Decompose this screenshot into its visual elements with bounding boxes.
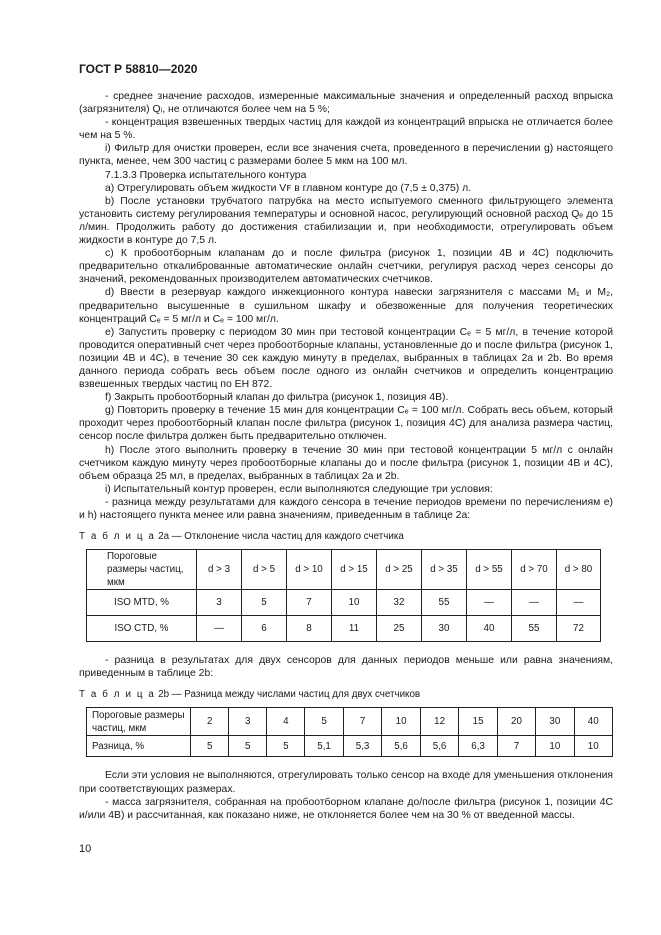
paragraph: b) После установки трубчатого патрубка на место испытуемого сменного фильтрующего элемента установить систему регулирования температуры и основной насос, регулирующий основной расход Qₑ до 15 л/мин. Продолжить работу до достижения стабилизации и, при необходимости, отрегулировать объем жидкости в контуре до 7,5 л. [79, 195, 613, 247]
table-2b-cell: 5,3 [343, 736, 382, 757]
table-2b-column-header: 2 [191, 708, 229, 736]
table-2a-header-label: Пороговые размеры частиц, мкм [87, 550, 197, 590]
table-2b-cell: 5 [229, 736, 267, 757]
table-2b-cell: 10 [574, 736, 612, 757]
table-row [87, 590, 601, 616]
table-2a-cell: 32 [377, 590, 422, 616]
table-2b-header-label: Пороговые размеры частиц, мкм [87, 708, 191, 736]
table-2b-cell: 5 [267, 736, 305, 757]
table-2b-column-header: 30 [536, 708, 574, 736]
table-2b-cell: 5,1 [305, 736, 344, 757]
paragraph: 7.1.3.3 Проверка испытательного контура [105, 169, 307, 181]
table-2b-header-row [87, 708, 613, 736]
table-2a-row-label: ISO CTD, % [87, 616, 197, 642]
paragraph: d) Ввести в резервуар каждого инжекционного контура навески загрязнителя с массами M₁ и M₂, предварительно высушенные в сушильном шкафу и обезвоженные для получения теоретических концентраций Cₑ = 5 мг/л и Cₑ = 100 мг/л. [79, 287, 613, 325]
paragraph: g) Повторить проверку в течение 15 мин для концентрации Cₑ = 100 мг/л. Собрать весь объем, который проходит через пробоотборный клапан после фильтра (рисунок 1, позиция 4C) для анализа размера частиц, сенсор после фильтра должен быть предварительно отключен. [79, 405, 613, 443]
table-2a-cell: 6 [242, 616, 287, 642]
paragraph: - масса загрязнителя, собранная на пробоотборном клапане до/после фильтра (рисунок 1, позиции 4C и/или 4B) и рассчитанная, как показано ниже, не отклоняется более чем на 30 % от введенной массы. [79, 796, 613, 821]
paragraphs-bottom [79, 769, 613, 821]
table-2b-caption [79, 688, 613, 701]
table-2b-cell: 5,6 [382, 736, 421, 757]
paragraph: i) Испытательный контур проверен, если выполняются следующие три условия: [105, 483, 493, 495]
table-2a-column-header: d > 55 [467, 550, 512, 590]
table-2a-cell: 3 [197, 590, 242, 616]
table-2b [86, 707, 613, 757]
table-2a-column-header: d > 10 [287, 550, 332, 590]
table-2a-caption [79, 530, 613, 543]
table-2a-cell: 55 [512, 616, 557, 642]
table-2a-column-header: d > 35 [422, 550, 467, 590]
table-2a-cell: 7 [287, 590, 332, 616]
paragraph: f) Закрыть пробоотборный клапан до фильтра (рисунок 1, позиция 4B). [105, 392, 449, 404]
table-2b-column-header: 4 [267, 708, 305, 736]
document-body [79, 90, 613, 822]
table-2b-cell: 10 [536, 736, 574, 757]
table-2b-caption-prefix: Т а б л и ц а [79, 689, 156, 701]
paragraph: e) Запустить проверку с периодом 30 мин при тестовой концентрации Cₑ = 5 мг/л, в течение которой проводится оперативный счет через пробоотборные клапаны, установленные до и после фильтра (рисунок 1, позиции 4B и 4C), в течение 30 сек каждую минуту в пределах, выбранных в таблицах 2a и 2b. Во время данного периода собрать весь объем после одного из онлайн счетчиков и определить концентрацию взвешенных твердых частиц по ЕН 872. [79, 326, 613, 391]
table-2a-column-header: d > 25 [377, 550, 422, 590]
paragraph: c) К пробоотборным клапанам до и после фильтра (рисунок 1, позиции 4B и 4C) подключить предварительно откалиброванные автоматические онлайн счетчики, регулируя расход через сенсоры до значений, рекомендованных производителем автоматических счетчиков. [79, 248, 613, 286]
table-2a-cell: — [557, 590, 601, 616]
paragraph: i) Фильтр для очистки проверен, если все значения счета, проведенного в перечислении g) настоящего пункта, менее, чем 300 частиц с размерами более 5 мкм на 100 мл. [79, 143, 613, 168]
table-2a-cell: — [467, 590, 512, 616]
table-2a-column-header: d > 5 [242, 550, 287, 590]
paragraphs-top [79, 90, 613, 522]
document-header: ГОСТ Р 58810—2020 [79, 62, 198, 76]
table-2b-column-header: 10 [382, 708, 421, 736]
table-2b-caption-text: 2b — Разница между числами частиц для двух счетчиков [158, 689, 421, 701]
table-2a-column-header: d > 80 [557, 550, 601, 590]
table-2b-column-header: 20 [497, 708, 535, 736]
table-2b-column-header: 7 [343, 708, 382, 736]
table-2a-cell: 5 [242, 590, 287, 616]
table-2a-caption-prefix: Т а б л и ц а [79, 531, 156, 543]
table-2a-cell: 40 [467, 616, 512, 642]
table-row [87, 616, 601, 642]
table-2b-row-label: Разница, % [87, 736, 191, 757]
table-2b-column-header: 5 [305, 708, 344, 736]
table-2a-column-header: d > 15 [332, 550, 377, 590]
table-2a-cell: — [512, 590, 557, 616]
paragraph: h) После этого выполнить проверку в течение 30 мин при тестовой концентрации 5 мг/л с онлайн счетчиком каждую минуту через пробоотборные клапаны до и после фильтра (рисунок 1, позиции 4B и 4C), объем образца 25 мл, в пределах, выбранных в таблицах 2a и 2b. [79, 444, 613, 482]
table-2a-column-header: d > 70 [512, 550, 557, 590]
table-2a-header-row [87, 550, 601, 590]
table-row [87, 736, 613, 757]
table-2b-column-header: 3 [229, 708, 267, 736]
table-2a [86, 549, 601, 642]
table-2a-cell: 10 [332, 590, 377, 616]
table-2a-cell: 11 [332, 616, 377, 642]
paragraph: a) Отрегулировать объем жидкости Vꜰ в главном контуре до (7,5 ± 0,375) л. [105, 182, 472, 194]
paragraph: - концентрация взвешенных твердых частиц для каждой из концентраций впрыска не отличается более чем на 5 %. [79, 117, 613, 142]
table-2b-cell: 5 [191, 736, 229, 757]
table-2b-column-header: 40 [574, 708, 612, 736]
table-2b-column-header: 12 [420, 708, 459, 736]
table-2a-cell: 8 [287, 616, 332, 642]
table-2a-column-header: d > 3 [197, 550, 242, 590]
table-2a-cell: 72 [557, 616, 601, 642]
table-2b-cell: 5,6 [420, 736, 459, 757]
paragraph-mid: - разница в результатах для двух сенсоров для данных периодов меньше или равна значениям, приведенным в таблице 2b: [79, 655, 613, 680]
paragraph: - среднее значение расходов, измеренные максимальные значения и определенный расход впрыска (загрязнителя) Qᵢ, не отличаются более чем на 5 %; [79, 91, 613, 116]
table-2a-cell: 55 [422, 590, 467, 616]
table-2a-cell: — [197, 616, 242, 642]
table-2a-cell: 30 [422, 616, 467, 642]
table-2a-cell: 25 [377, 616, 422, 642]
paragraph: - разница между результатами для каждого сенсора в течение периодов времени по перечислениям e) и h) настоящего пункта менее или равна значениям, приведенным в таблице 2a: [79, 496, 613, 521]
page-number: 10 [79, 843, 92, 855]
table-2a-row-label: ISO MTD, % [87, 590, 197, 616]
paragraph: Если эти условия не выполняются, отрегулировать только сенсор на входе для уменьшения отклонения при соответствующих размерах. [79, 770, 613, 795]
table-2b-cell: 6,3 [459, 736, 498, 757]
table-2b-column-header: 15 [459, 708, 498, 736]
table-2a-caption-text: 2a — Отклонение числа частиц для каждого счетчика [158, 531, 404, 543]
table-2b-cell: 7 [497, 736, 535, 757]
